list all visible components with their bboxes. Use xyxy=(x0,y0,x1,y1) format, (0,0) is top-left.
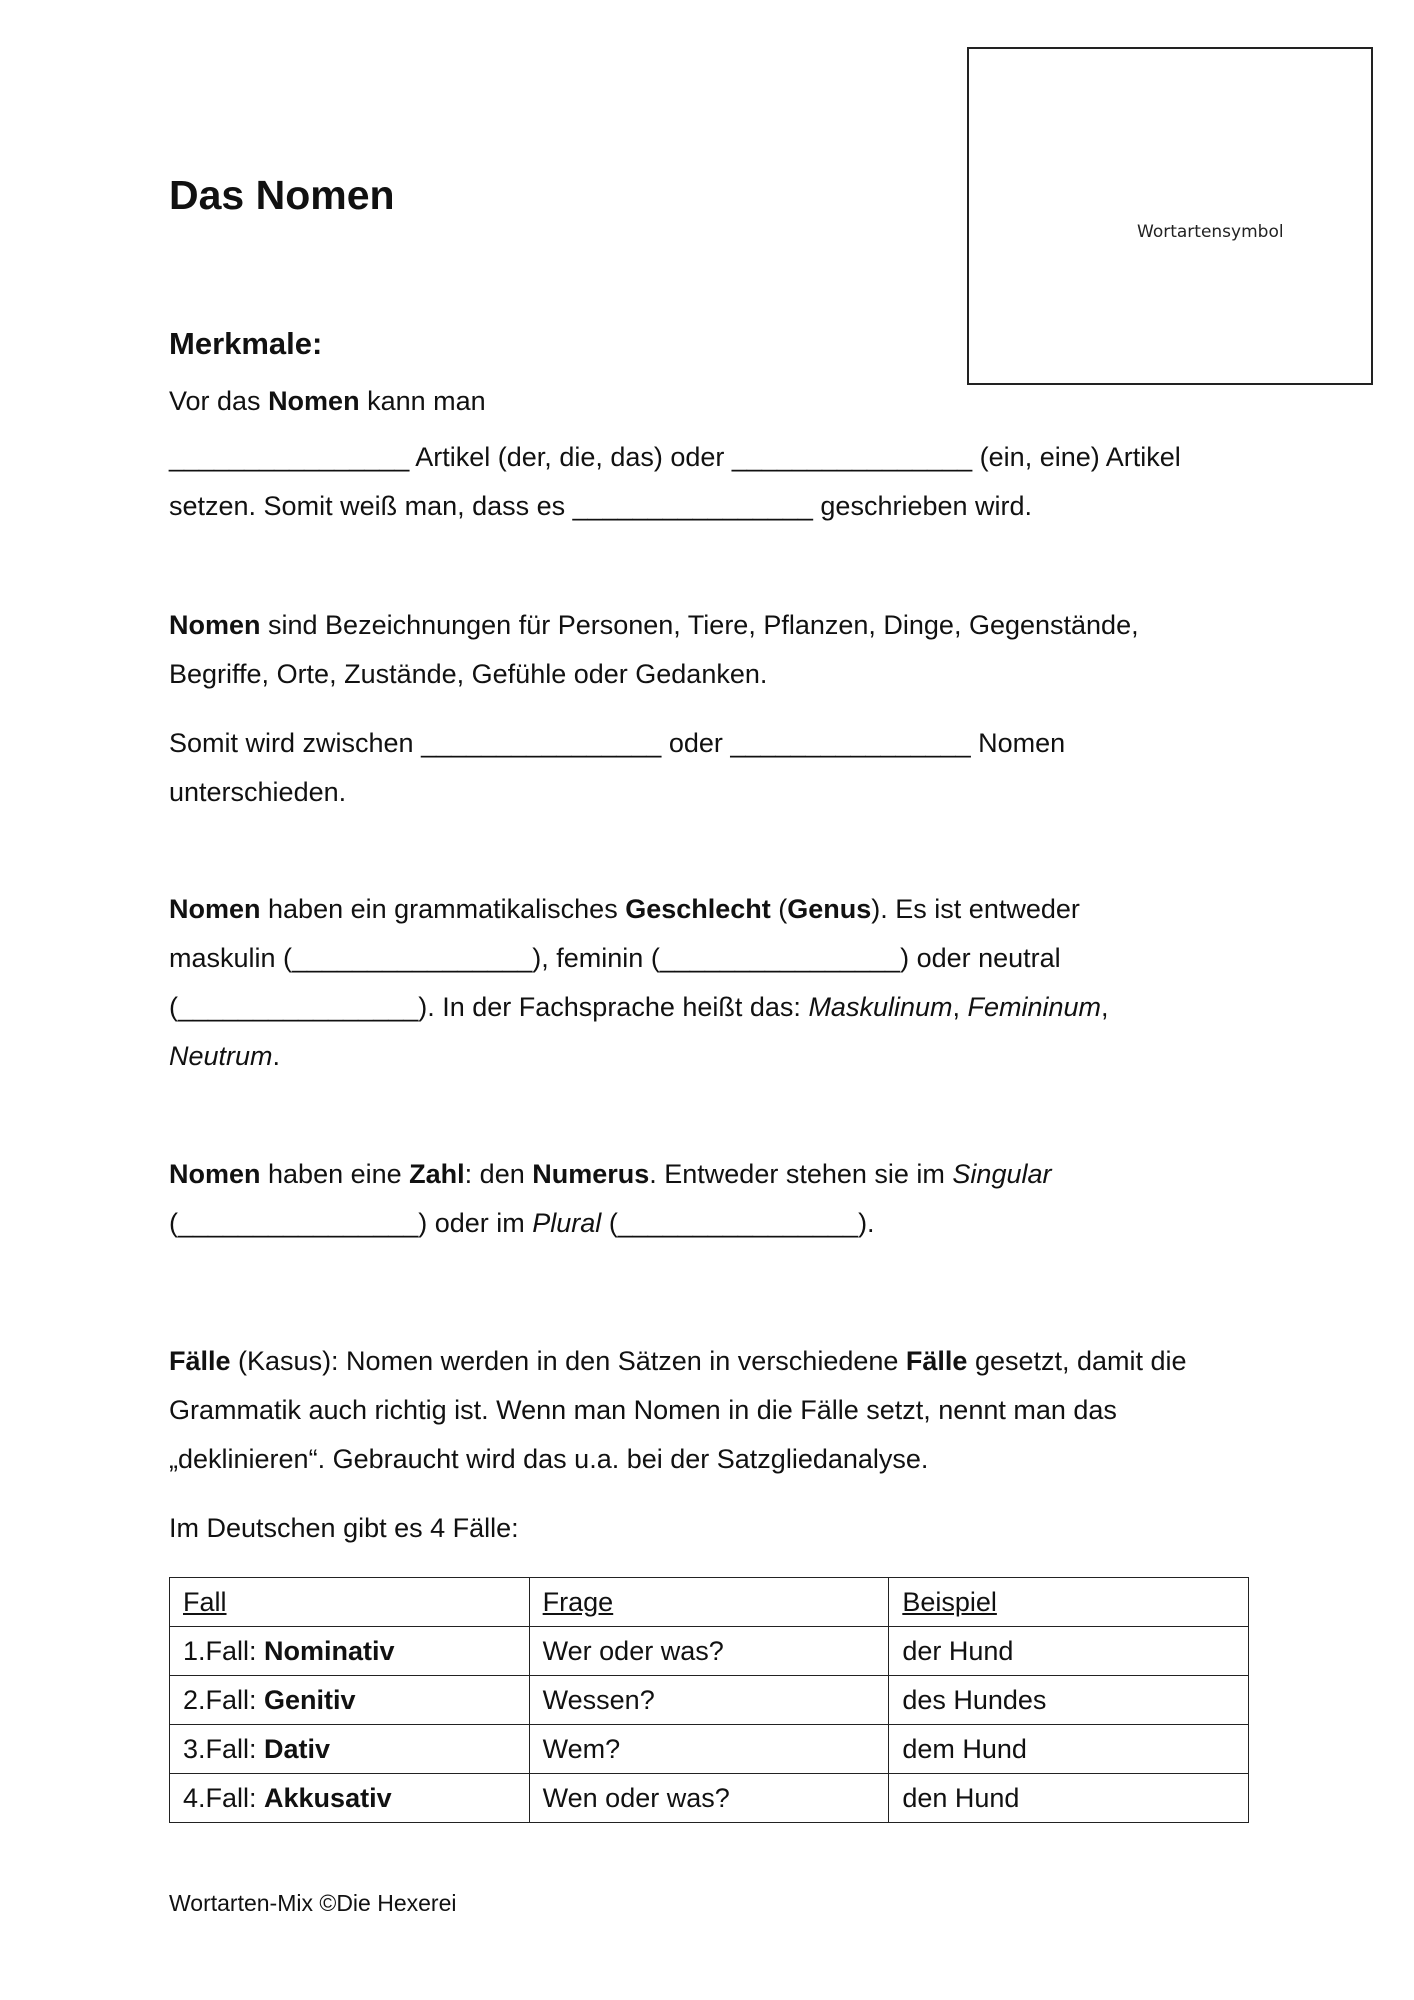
paragraph-line: unterschieden. xyxy=(169,777,347,807)
table-cell-example: der Hund xyxy=(889,1627,1249,1676)
table-row xyxy=(170,1627,1249,1676)
section-heading-merkmale: Merkmale: xyxy=(169,326,323,361)
table-cell-case xyxy=(170,1676,530,1725)
bold-term: Genus xyxy=(787,894,872,924)
bold-term: Nomen xyxy=(169,610,261,640)
table-cell-question: Wer oder was? xyxy=(529,1627,889,1676)
paragraph-line: Grammatik auch richtig ist. Wenn man Nomen in die Fälle setzt, nennt man das xyxy=(169,1395,1117,1425)
case-name: Dativ xyxy=(264,1733,331,1764)
italic-term: Plural xyxy=(532,1208,602,1238)
text: , xyxy=(952,992,968,1022)
case-name: Akkusativ xyxy=(264,1782,392,1813)
bold-term: Geschlecht xyxy=(625,894,771,924)
text: gesetzt, damit die xyxy=(967,1346,1187,1376)
italic-term: Femininum xyxy=(967,992,1102,1022)
text: , xyxy=(1101,992,1109,1022)
text: ( xyxy=(770,894,788,924)
table-cell-example: den Hund xyxy=(889,1774,1249,1823)
bold-term: Numerus xyxy=(532,1159,650,1189)
case-prefix: 4.Fall: xyxy=(183,1782,265,1813)
paragraph-line xyxy=(169,1345,1187,1377)
text: kann man xyxy=(359,386,486,416)
table-header-row xyxy=(170,1578,1249,1627)
text: haben ein grammatikalisches xyxy=(260,894,626,924)
text: haben eine xyxy=(260,1159,410,1189)
paragraph-line: ________________ Artikel (der, die, das) oder ________________ (ein, eine) Artikel xyxy=(169,442,1181,472)
case-prefix: 2.Fall: xyxy=(183,1684,265,1715)
italic-term: Singular xyxy=(952,1159,1052,1189)
table-cell-question: Wessen? xyxy=(529,1676,889,1725)
bold-term: Nomen xyxy=(169,894,261,924)
table-cell-case xyxy=(170,1627,530,1676)
table-cell-question: Wem? xyxy=(529,1725,889,1774)
paragraph-line xyxy=(169,1207,875,1239)
text: (________________). In der Fachsprache heißt das: xyxy=(169,992,809,1022)
bold-term: Nomen xyxy=(268,386,360,416)
table-cell-case xyxy=(170,1774,530,1823)
paragraph-line: Somit wird zwischen ________________ oder ________________ Nomen xyxy=(169,728,1066,758)
table-row xyxy=(170,1725,1249,1774)
paragraph-line xyxy=(169,609,1139,641)
case-prefix: 3.Fall: xyxy=(183,1733,265,1764)
page-footer: Wortarten-Mix ©Die Hexerei xyxy=(169,1890,457,1916)
paragraph-line xyxy=(169,893,1080,925)
paragraph-line xyxy=(169,385,486,417)
table-cell-question: Wen oder was? xyxy=(529,1774,889,1823)
text: (________________) oder im xyxy=(169,1208,533,1238)
case-name: Genitiv xyxy=(264,1684,356,1715)
table-cell-example: des Hundes xyxy=(889,1676,1249,1725)
italic-term: Neutrum xyxy=(169,1041,273,1071)
table-cell-case xyxy=(170,1725,530,1774)
text: . xyxy=(272,1041,281,1071)
table-header-cell: Fall xyxy=(170,1578,530,1627)
bold-term: Fälle xyxy=(169,1346,231,1376)
text: ). Es ist entweder xyxy=(871,894,1080,924)
paragraph-line: maskulin (________________), feminin (________________) oder neutral xyxy=(169,943,1061,973)
bold-term: Fälle xyxy=(905,1346,968,1376)
case-prefix: 1.Fall: xyxy=(183,1635,265,1666)
paragraph-line xyxy=(169,991,1109,1023)
cases-table xyxy=(169,1577,1249,1823)
table-header-cell: Beispiel xyxy=(889,1578,1249,1627)
paragraph-line: setzen. Somit weiß man, dass es ________________ geschrieben wird. xyxy=(169,491,1033,521)
case-name: Nominativ xyxy=(264,1635,395,1666)
word-type-symbol-box xyxy=(967,47,1373,385)
text: (________________). xyxy=(601,1208,875,1238)
paragraph-line: Begriffe, Orte, Zustände, Gefühle oder Gedanken. xyxy=(169,659,768,689)
paragraph-line xyxy=(169,1040,280,1072)
bold-term: Nomen xyxy=(169,1159,261,1189)
paragraph-line: „deklinieren“. Gebraucht wird das u.a. bei der Satzgliedanalyse. xyxy=(169,1444,929,1474)
table-cell-example: dem Hund xyxy=(889,1725,1249,1774)
bold-term: Zahl xyxy=(409,1159,465,1189)
italic-term: Maskulinum xyxy=(808,992,953,1022)
page-title: Das Nomen xyxy=(169,172,395,218)
paragraph-line xyxy=(169,1158,1051,1190)
paragraph-line: Im Deutschen gibt es 4 Fälle: xyxy=(169,1513,519,1543)
text: sind Bezeichnungen für Personen, Tiere, Pflanzen, Dinge, Gegenstände, xyxy=(260,610,1139,640)
text: . Entweder stehen sie im xyxy=(649,1159,953,1189)
text: : den xyxy=(464,1159,533,1189)
table-row xyxy=(170,1676,1249,1725)
table-header-cell: Frage xyxy=(529,1578,889,1627)
text: (Kasus): Nomen werden in den Sätzen in verschiedene xyxy=(230,1346,906,1376)
word-type-symbol-label: Wortartensymbol xyxy=(1137,222,1284,242)
text: Vor das xyxy=(169,386,269,416)
table-row xyxy=(170,1774,1249,1823)
